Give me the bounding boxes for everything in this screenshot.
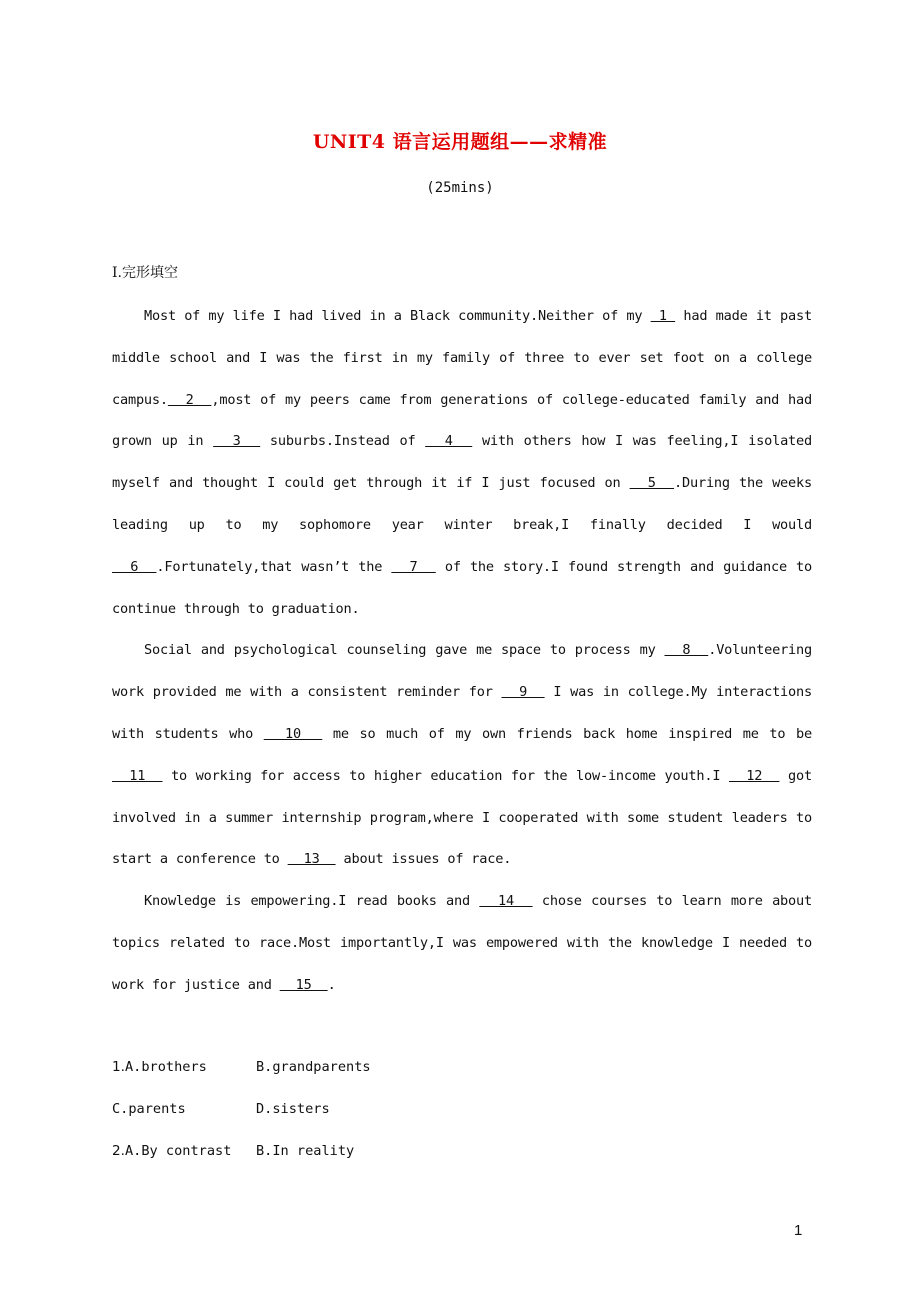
passage-text: .Volunteering work provided me with a consistent reminder for (112, 642, 813, 701)
option-row (112, 1047, 371, 1089)
option-b: B.grandparents (256, 1059, 371, 1075)
blank-number: 11 (112, 767, 163, 784)
page-title: UNIT4 语言运用题组——求精准 (312, 131, 608, 153)
section-heading: Ⅰ.完形填空 (112, 265, 178, 281)
passage-paragraph (112, 296, 812, 630)
blank-number: 9 (501, 684, 545, 701)
passage-text: had made it past middle school and I was the first in my family of three to ever set foot on a college campus. (112, 308, 812, 408)
option-c: C.parents (112, 1100, 186, 1117)
question-number: 1. (112, 1059, 125, 1075)
time-limit: (25mins) (426, 180, 494, 196)
passage-paragraph (112, 630, 812, 881)
passage-paragraph (112, 881, 812, 1006)
answer-options (112, 1047, 371, 1172)
passage-text: chose courses to learn more about topics related to race.Most importantly,I was empowered with the knowledge I needed to work for justice and (112, 893, 812, 993)
blank-number: 6 (112, 558, 157, 575)
cloze-passage (112, 296, 812, 1007)
passage-text: I was in college.My interactions with students who (112, 684, 812, 742)
passage-text: .During the weeks leading up to my sophomore year winter break,I finally decided I would (112, 475, 812, 533)
passage-text: to working for access to higher education for the low-income youth.I (162, 767, 729, 784)
passage-text: ,most of my peers came from generations of college-educated family and had grown up in (112, 391, 812, 450)
blank-number: 10 (263, 725, 323, 742)
passage-text: me so much of my own friends back home inspired me to be (322, 725, 812, 742)
blank-number: 7 (391, 558, 436, 575)
passage-text: about issues of race. (335, 851, 512, 868)
blank-number: 8 (664, 642, 709, 659)
blank-number: 1 (650, 308, 676, 324)
blank-number: 4 (425, 433, 473, 450)
option-b: B.In reality (256, 1142, 355, 1159)
passage-text: got involved in a summer internship program,where I cooperated with some student leaders to start a conference to (112, 767, 813, 868)
page-number: 1 (794, 1222, 803, 1239)
blank-number: 15 (279, 976, 328, 993)
blank-number: 5 (629, 475, 675, 492)
passage-text: with others how I was feeling,I isolated myself and thought I could get through it if I just focused on (112, 433, 813, 492)
blank-number: 12 (728, 767, 780, 784)
option-a: 2.A.By contrast (112, 1142, 232, 1159)
passage-text: Social and psychological counseling gave me space to process my (144, 642, 665, 659)
option-row (112, 1131, 371, 1173)
passage-text: suburbs.Instead of (260, 433, 426, 450)
passage-text: . (327, 976, 336, 993)
blank-number: 14 (479, 893, 533, 910)
passage-text: .Fortunately,that wasn’t the (156, 558, 392, 575)
option-row (112, 1089, 371, 1131)
option-d: D.sisters (256, 1100, 330, 1117)
passage-text: Knowledge is empowering.I read books and (144, 893, 480, 910)
blank-number: 2 (167, 391, 212, 408)
blank-number: 13 (287, 851, 336, 868)
question-number: 2. (112, 1142, 125, 1159)
passage-text: of the story.I found strength and guidance to continue through to graduation. (112, 558, 813, 617)
passage-text: Most of my life I had lived in a Black community.Neither of my (144, 308, 651, 324)
option-a: 1.A.brothers (112, 1059, 207, 1075)
blank-number: 3 (213, 433, 261, 450)
